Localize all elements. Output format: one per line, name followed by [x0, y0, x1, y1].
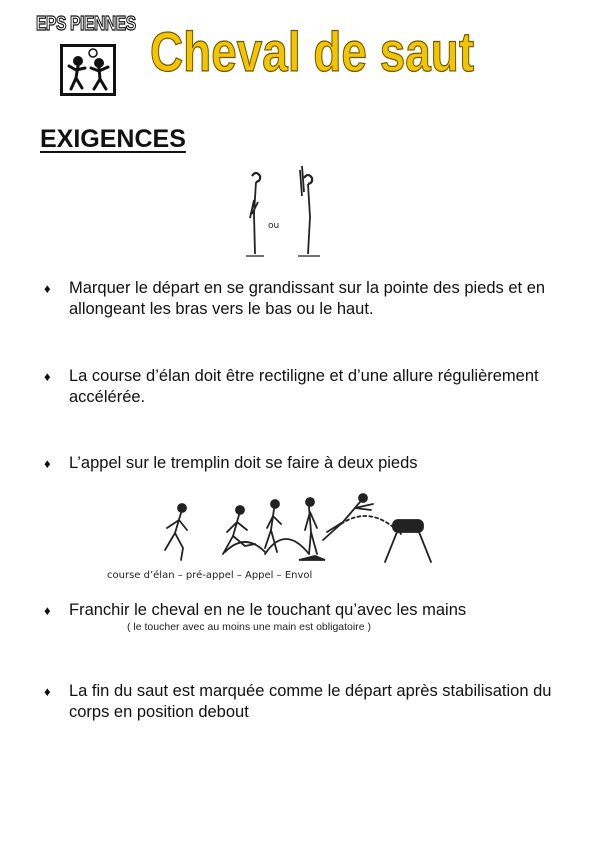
- list-item: [44, 366, 564, 408]
- diamond-bullet-icon: ♦: [44, 456, 51, 471]
- list-item: [44, 600, 564, 621]
- list-item: [44, 453, 564, 474]
- requirement-text: L’appel sur le tremplin doit se faire à deux pieds: [69, 454, 418, 472]
- school-name: EPS PIENNES: [36, 13, 136, 35]
- requirement-text: La fin du saut est marquée comme le départ après stabilisation du corps en position debout: [69, 682, 552, 721]
- diamond-bullet-icon: ♦: [44, 369, 51, 384]
- requirement-text: La course d’élan doit être rectiligne et d’une allure régulièrement accélérée.: [69, 367, 539, 406]
- list-item: [44, 278, 564, 320]
- page-title: Cheval de saut: [150, 20, 475, 83]
- diamond-bullet-icon: ♦: [44, 603, 51, 618]
- requirement-text: Franchir le cheval en ne le touchant qu’avec les mains: [69, 601, 467, 619]
- starting-position-figure: [228, 162, 328, 262]
- sequence-caption: course d’élan – pré-appel – Appel – Envol: [107, 570, 313, 581]
- list-item: [44, 681, 564, 723]
- school-logo-icon: [60, 44, 116, 96]
- diamond-bullet-icon: ♦: [44, 684, 51, 699]
- figure-or-label: ou: [268, 221, 280, 231]
- requirement-note: ( le toucher avec au moins une main est obligatoire ): [127, 621, 371, 633]
- diamond-bullet-icon: ♦: [44, 281, 51, 296]
- vault-sequence-figure: [105, 488, 445, 588]
- requirement-text: Marquer le départ en se grandissant sur la pointe des pieds et en allongeant les bras vers le bas ou le haut.: [69, 279, 546, 318]
- section-heading: EXIGENCES: [40, 125, 186, 153]
